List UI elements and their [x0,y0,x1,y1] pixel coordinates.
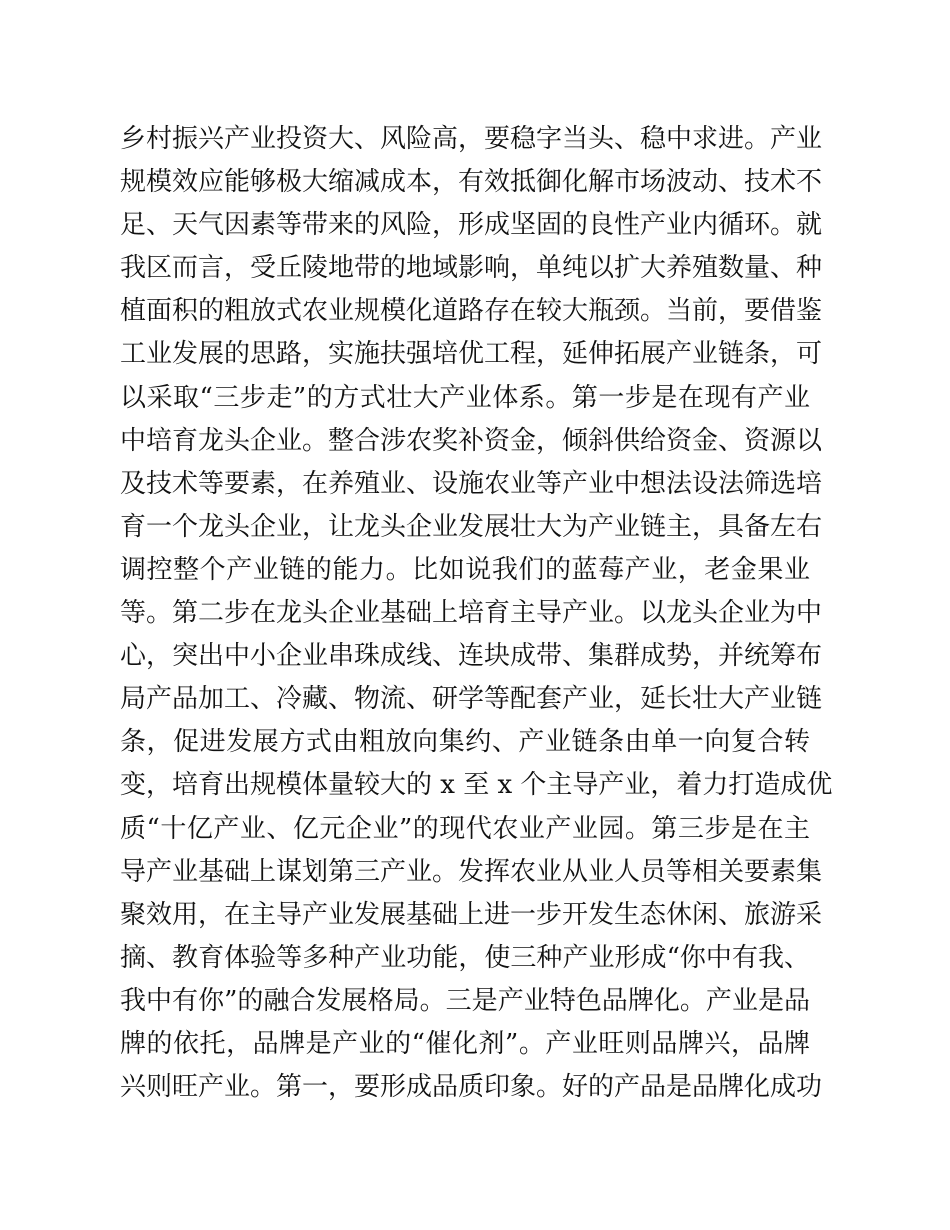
document-body [120,118,833,1109]
text-line: 育一个龙头企业，让龙头企业发展壮大为产业链主，具备左右 [120,511,823,542]
text-line: 植面积的粗放式农业规模化道路存在较大瓶颈。当前，要借鉴 [120,296,823,327]
text-line: 兴则旺产业。第一，要形成品质印象。好的产品是品牌化成功 [120,1072,823,1103]
text-line: 以采取“三步走”的方式壮大产业体系。第一步是在现有产业 [120,382,810,413]
text-line: 局产品加工、冷藏、物流、研学等配套产业，延长壮大产业链 [120,684,823,715]
text-line: 及技术等要素，在养殖业、设施农业等产业中想法设法筛选培 [120,468,823,499]
text-line: 工业发展的思路，实施扶强培优工程，延伸拓展产业链条，可 [120,339,823,370]
text-line: 我区而言，受丘陵地带的地域影响，单纯以扩大养殖数量、种 [120,253,823,284]
text-line: 条，促进发展方式由粗放向集约、产业链条由单一向复合转 [120,727,810,758]
text-line: 调控整个产业链的能力。比如说我们的蓝莓产业，老金果业 [120,554,810,585]
text-line: 足、天气因素等带来的风险，形成坚固的良性产业内循环。就 [120,210,823,241]
text-line: 等。第二步在龙头企业基础上培育主导产业。以龙头企业为中 [120,598,823,629]
text-line: 我中有你”的融合发展格局。三是产业特色品牌化。产业是品 [120,985,810,1016]
text-line: 牌的依托，品牌是产业的“催化剂”。产业旺则品牌兴，品牌 [120,1028,810,1059]
text-line: 心，突出中小企业串珠成线、连块成带、集群成势，并统筹布 [120,641,823,672]
text-line: 中培育龙头企业。整合涉农奖补资金，倾斜供给资金、资源以 [120,425,823,456]
text-line: 质“十亿产业、亿元企业”的现代农业产业园。第三步是在主 [120,813,810,844]
text-line: 变，培育出规模体量较大的 x 至 x 个主导产业，着力打造成优 [120,770,833,801]
text-line: 摘、教育体验等多种产业功能，使三种产业形成“你中有我、 [120,942,810,973]
text-line: 规模效应能够极大缩减成本，有效抵御化解市场波动、技术不 [120,167,823,198]
text-line: 乡村振兴产业投资大、风险高，要稳字当头、稳中求进。产业 [120,124,823,154]
text-line: 聚效用，在主导产业发展基础上进一步开发生态休闲、旅游采 [120,899,823,930]
text-line: 导产业基础上谋划第三产业。发挥农业从业人员等相关要素集 [120,856,823,887]
